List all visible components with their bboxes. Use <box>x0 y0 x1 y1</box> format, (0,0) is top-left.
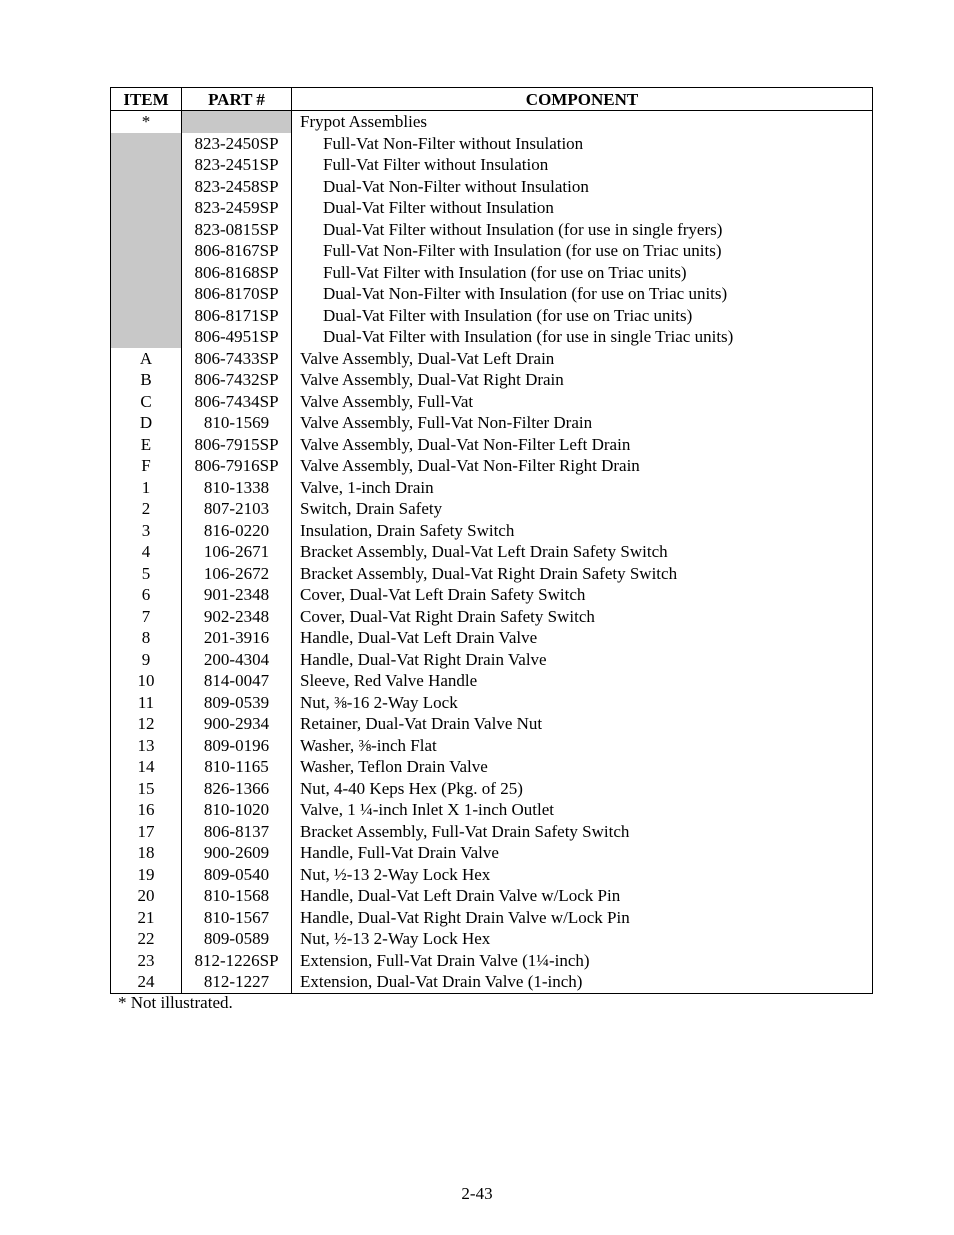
page-number: 2-43 <box>461 1184 493 1203</box>
part-number-cell: 814-0047 <box>182 670 292 692</box>
item-cell: 1 <box>111 477 182 499</box>
component-cell: Cover, Dual-Vat Right Drain Safety Switch <box>292 606 873 628</box>
table-row <box>111 305 873 327</box>
component-cell: Dual-Vat Non-Filter with Insulation (for use on Triac units) <box>292 283 873 305</box>
component-cell: Bracket Assembly, Full-Vat Drain Safety Switch <box>292 821 873 843</box>
table-row <box>111 498 873 520</box>
table-header <box>111 88 873 111</box>
item-cell: 9 <box>111 649 182 671</box>
part-number-cell: 806-4951SP <box>182 326 292 348</box>
footnote: * Not illustrated. <box>118 993 233 1012</box>
component-cell: Valve Assembly, Full-Vat <box>292 391 873 413</box>
part-number-cell: 807-2103 <box>182 498 292 520</box>
component-cell: Cover, Dual-Vat Left Drain Safety Switch <box>292 584 873 606</box>
component-cell: Valve, 1 ¼-inch Inlet X 1-inch Outlet <box>292 799 873 821</box>
table-row <box>111 348 873 370</box>
part-number-cell: 823-2458SP <box>182 176 292 198</box>
component-cell: Dual-Vat Filter with Insulation (for use on Triac units) <box>292 305 873 327</box>
part-number-cell: 810-1165 <box>182 756 292 778</box>
part-number-cell: 823-2451SP <box>182 154 292 176</box>
part-number-cell: 826-1366 <box>182 778 292 800</box>
table-row <box>111 713 873 735</box>
table-row <box>111 885 873 907</box>
item-cell: 11 <box>111 692 182 714</box>
component-cell: Bracket Assembly, Dual-Vat Left Drain Safety Switch <box>292 541 873 563</box>
part-number-cell: 806-7916SP <box>182 455 292 477</box>
item-cell: 19 <box>111 864 182 886</box>
item-cell <box>111 176 182 198</box>
table-row <box>111 606 873 628</box>
table-row <box>111 219 873 241</box>
table-row <box>111 627 873 649</box>
table-row <box>111 670 873 692</box>
part-number-cell: 806-7915SP <box>182 434 292 456</box>
table-row <box>111 842 873 864</box>
table-row <box>111 928 873 950</box>
item-cell <box>111 133 182 155</box>
item-cell <box>111 262 182 284</box>
component-cell: Handle, Dual-Vat Right Drain Valve w/Lock Pin <box>292 907 873 929</box>
table-row <box>111 434 873 456</box>
item-cell <box>111 326 182 348</box>
component-cell: Valve Assembly, Dual-Vat Left Drain <box>292 348 873 370</box>
component-cell: Sleeve, Red Valve Handle <box>292 670 873 692</box>
item-cell: 22 <box>111 928 182 950</box>
component-cell: Full-Vat Non-Filter without Insulation <box>292 133 873 155</box>
part-number-cell: 901-2348 <box>182 584 292 606</box>
component-cell: Valve Assembly, Full-Vat Non-Filter Drain <box>292 412 873 434</box>
table-row <box>111 778 873 800</box>
table-row <box>111 477 873 499</box>
table-row <box>111 692 873 714</box>
part-number-cell: 201-3916 <box>182 627 292 649</box>
header-row <box>111 88 873 111</box>
part-number-cell: 823-2450SP <box>182 133 292 155</box>
part-number-cell: 810-1020 <box>182 799 292 821</box>
item-cell: 5 <box>111 563 182 585</box>
table-row <box>111 563 873 585</box>
table-row <box>111 971 873 993</box>
table-row <box>111 864 873 886</box>
part-number-cell: 806-8137 <box>182 821 292 843</box>
item-cell: 18 <box>111 842 182 864</box>
part-number-cell: 823-0815SP <box>182 219 292 241</box>
table-row <box>111 111 873 133</box>
item-cell: 3 <box>111 520 182 542</box>
component-cell: Dual-Vat Filter without Insulation (for use in single fryers) <box>292 219 873 241</box>
part-number-cell: 806-7432SP <box>182 369 292 391</box>
table-body <box>111 111 873 994</box>
component-cell: Retainer, Dual-Vat Drain Valve Nut <box>292 713 873 735</box>
component-cell: Nut, ½-13 2-Way Lock Hex <box>292 928 873 950</box>
item-cell: 23 <box>111 950 182 972</box>
component-cell: Bracket Assembly, Dual-Vat Right Drain Safety Switch <box>292 563 873 585</box>
item-cell <box>111 154 182 176</box>
item-cell: A <box>111 348 182 370</box>
item-cell: C <box>111 391 182 413</box>
part-number-cell: 106-2672 <box>182 563 292 585</box>
component-cell: Valve Assembly, Dual-Vat Non-Filter Right Drain <box>292 455 873 477</box>
header-component: COMPONENT <box>292 88 873 111</box>
component-cell: Handle, Dual-Vat Right Drain Valve <box>292 649 873 671</box>
table-row <box>111 262 873 284</box>
part-number-cell: 806-8170SP <box>182 283 292 305</box>
part-number-cell: 900-2609 <box>182 842 292 864</box>
table-row <box>111 735 873 757</box>
table-row <box>111 283 873 305</box>
component-cell: Switch, Drain Safety <box>292 498 873 520</box>
part-number-cell: 810-1567 <box>182 907 292 929</box>
parts-table <box>110 87 873 994</box>
component-cell: Valve Assembly, Dual-Vat Non-Filter Left Drain <box>292 434 873 456</box>
item-cell <box>111 283 182 305</box>
header-item: ITEM <box>111 88 182 111</box>
part-number-cell: 200-4304 <box>182 649 292 671</box>
item-cell: 24 <box>111 971 182 993</box>
item-cell: 4 <box>111 541 182 563</box>
item-cell <box>111 240 182 262</box>
table-row <box>111 197 873 219</box>
table-row <box>111 520 873 542</box>
part-number-cell: 106-2671 <box>182 541 292 563</box>
item-cell: 2 <box>111 498 182 520</box>
component-cell: Extension, Full-Vat Drain Valve (1¼-inch) <box>292 950 873 972</box>
component-cell: Full-Vat Filter without Insulation <box>292 154 873 176</box>
table-row <box>111 821 873 843</box>
component-cell: Dual-Vat Non-Filter without Insulation <box>292 176 873 198</box>
table-row <box>111 176 873 198</box>
part-number-cell: 816-0220 <box>182 520 292 542</box>
table-row <box>111 240 873 262</box>
part-number-cell: 806-8167SP <box>182 240 292 262</box>
item-cell: 12 <box>111 713 182 735</box>
item-cell: * <box>111 111 182 133</box>
table-row <box>111 391 873 413</box>
component-cell: Handle, Dual-Vat Left Drain Valve <box>292 627 873 649</box>
component-cell: Full-Vat Non-Filter with Insulation (for use on Triac units) <box>292 240 873 262</box>
component-cell: Insulation, Drain Safety Switch <box>292 520 873 542</box>
table-row <box>111 369 873 391</box>
table-row <box>111 154 873 176</box>
component-cell: Nut, ½-13 2-Way Lock Hex <box>292 864 873 886</box>
item-cell: 7 <box>111 606 182 628</box>
part-number-cell: 806-7434SP <box>182 391 292 413</box>
item-cell: 13 <box>111 735 182 757</box>
item-cell: 6 <box>111 584 182 606</box>
part-number-cell: 806-8168SP <box>182 262 292 284</box>
part-number-cell: 809-0540 <box>182 864 292 886</box>
component-cell: Handle, Dual-Vat Left Drain Valve w/Lock Pin <box>292 885 873 907</box>
item-cell: 15 <box>111 778 182 800</box>
table-row <box>111 541 873 563</box>
part-number-cell: 809-0196 <box>182 735 292 757</box>
component-cell: Dual-Vat Filter with Insulation (for use in single Triac units) <box>292 326 873 348</box>
part-number-cell: 812-1227 <box>182 971 292 993</box>
item-cell: E <box>111 434 182 456</box>
part-number-cell: 900-2934 <box>182 713 292 735</box>
part-number-cell: 902-2348 <box>182 606 292 628</box>
item-cell: B <box>111 369 182 391</box>
item-cell <box>111 305 182 327</box>
part-number-cell: 810-1569 <box>182 412 292 434</box>
table-row <box>111 907 873 929</box>
table-row <box>111 756 873 778</box>
item-cell: 10 <box>111 670 182 692</box>
part-number-cell <box>182 111 292 133</box>
part-number-cell: 806-7433SP <box>182 348 292 370</box>
table-row <box>111 584 873 606</box>
component-cell: Frypot Assemblies <box>292 111 873 133</box>
table-row <box>111 799 873 821</box>
table-row <box>111 455 873 477</box>
part-number-cell: 809-0589 <box>182 928 292 950</box>
component-cell: Nut, 4-40 Keps Hex (Pkg. of 25) <box>292 778 873 800</box>
component-cell: Valve Assembly, Dual-Vat Right Drain <box>292 369 873 391</box>
component-cell: Extension, Dual-Vat Drain Valve (1-inch) <box>292 971 873 993</box>
component-cell: Handle, Full-Vat Drain Valve <box>292 842 873 864</box>
table-row <box>111 412 873 434</box>
component-cell: Washer, Teflon Drain Valve <box>292 756 873 778</box>
component-cell: Nut, ⅜-16 2-Way Lock <box>292 692 873 714</box>
table-row <box>111 950 873 972</box>
item-cell: 20 <box>111 885 182 907</box>
item-cell: 17 <box>111 821 182 843</box>
item-cell: D <box>111 412 182 434</box>
table-row <box>111 649 873 671</box>
item-cell <box>111 197 182 219</box>
header-part-number: PART # <box>182 88 292 111</box>
item-cell: 16 <box>111 799 182 821</box>
part-number-cell: 806-8171SP <box>182 305 292 327</box>
part-number-cell: 809-0539 <box>182 692 292 714</box>
component-cell: Valve, 1-inch Drain <box>292 477 873 499</box>
part-number-cell: 810-1338 <box>182 477 292 499</box>
component-cell: Full-Vat Filter with Insulation (for use on Triac units) <box>292 262 873 284</box>
item-cell: 8 <box>111 627 182 649</box>
component-cell: Washer, ⅜-inch Flat <box>292 735 873 757</box>
item-cell: 14 <box>111 756 182 778</box>
item-cell <box>111 219 182 241</box>
part-number-cell: 810-1568 <box>182 885 292 907</box>
item-cell: 21 <box>111 907 182 929</box>
part-number-cell: 823-2459SP <box>182 197 292 219</box>
table-row <box>111 133 873 155</box>
part-number-cell: 812-1226SP <box>182 950 292 972</box>
table-row <box>111 326 873 348</box>
component-cell: Dual-Vat Filter without Insulation <box>292 197 873 219</box>
item-cell: F <box>111 455 182 477</box>
